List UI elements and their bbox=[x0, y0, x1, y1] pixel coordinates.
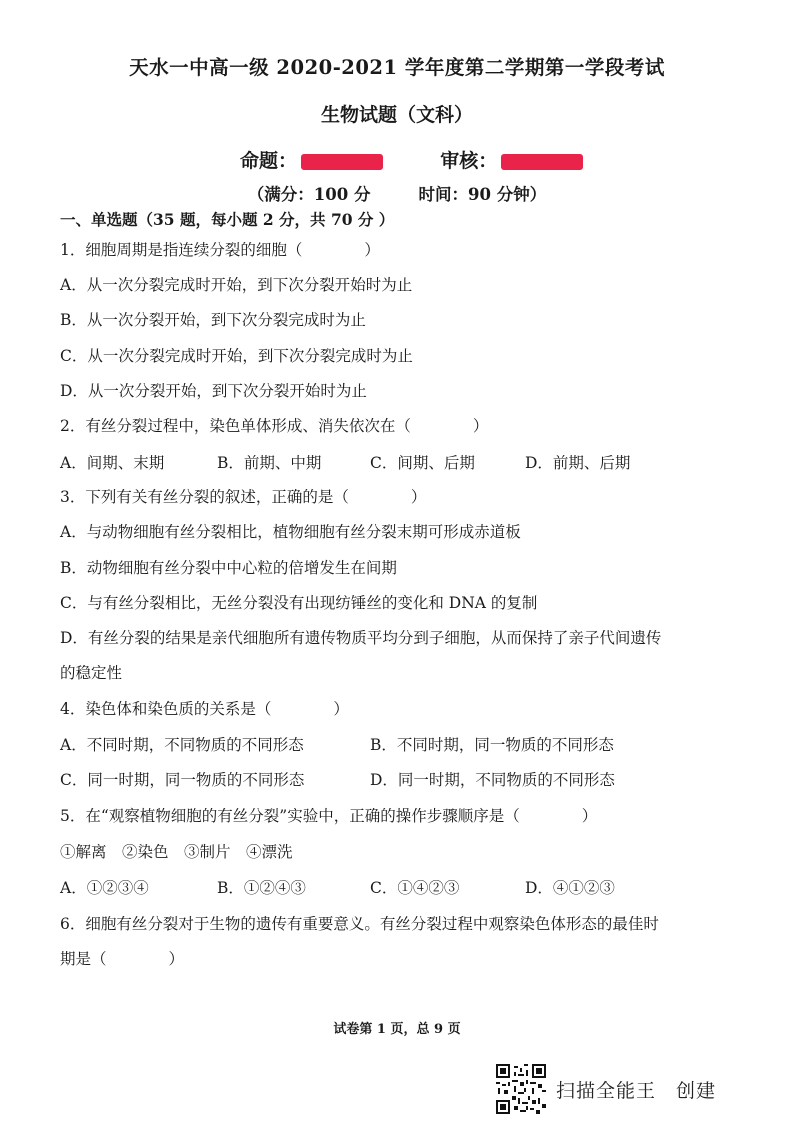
question-5-option-d: D．④①②③ bbox=[525, 879, 615, 897]
question-4-stem: 4．染色体和染色质的关系是（ ） bbox=[60, 700, 349, 718]
question-2-option-a: A．间期、末期 bbox=[60, 454, 165, 472]
qr-code-icon bbox=[496, 1064, 546, 1114]
full-score: （满分：100 分 bbox=[247, 185, 371, 204]
question-4-option-d: D．同一时期，不同物质的不同形态 bbox=[370, 771, 615, 789]
question-2-option-c: C．间期、后期 bbox=[370, 454, 475, 472]
exam-title: 天水一中高一级 2020-2021 学年度第二学期第一学段考试 bbox=[129, 56, 665, 79]
question-1-stem: 1．细胞周期是指连续分裂的细胞（ ） bbox=[60, 241, 380, 259]
question-2-stem: 2．有丝分裂过程中，染色单体形成、消失依次在（ ） bbox=[60, 417, 489, 435]
exam-time: 时间：90 分钟） bbox=[418, 185, 547, 204]
scanner-label: 扫描全能王 创建 bbox=[556, 1079, 717, 1102]
question-1-option-c: C．从一次分裂完成时开始，到下次分裂完成时为止 bbox=[60, 347, 413, 365]
reviewer-label: 审核： bbox=[440, 150, 498, 172]
page-footer: 试卷第 1 页，总 9 页 bbox=[333, 1022, 461, 1037]
question-1-option-a: A．从一次分裂完成时开始，到下次分裂开始时为止 bbox=[60, 276, 413, 294]
question-6-stem-continued: 期是（ ） bbox=[60, 950, 185, 968]
question-3-stem: 3．下列有关有丝分裂的叙述，正确的是（ ） bbox=[60, 488, 427, 506]
exam-subtitle: 生物试题（文科） bbox=[320, 104, 473, 126]
question-5-stem: 5．在“观察植物细胞的有丝分裂”实验中，正确的操作步骤顺序是（ ） bbox=[60, 807, 598, 825]
question-1-option-d: D．从一次分裂开始，到下次分裂开始时为止 bbox=[60, 382, 367, 400]
question-5-option-c: C．①④②③ bbox=[370, 879, 460, 897]
score-time-line bbox=[0, 181, 794, 205]
question-2-option-b: B．前期、中期 bbox=[217, 454, 322, 472]
question-3-option-b: B．动物细胞有丝分裂中中心粒的倍增发生在间期 bbox=[60, 559, 397, 577]
author-label: 命题： bbox=[240, 150, 298, 172]
question-4-option-c: C．同一时期，同一物质的不同形态 bbox=[60, 771, 305, 789]
question-6-stem: 6．细胞有丝分裂对于生物的遗传有重要意义。有丝分裂过程中观察染色体形态的最佳时 bbox=[60, 915, 659, 933]
question-4-option-b: B．不同时期，同一物质的不同形态 bbox=[370, 736, 614, 754]
question-3-option-d: D．有丝分裂的结果是亲代细胞所有遗传物质平均分到子细胞，从而保持了亲子代间遗传 bbox=[60, 629, 662, 647]
author-reviewer-line bbox=[240, 146, 583, 173]
question-3-option-d-continued: 的稳定性 bbox=[60, 664, 123, 682]
reviewer-redaction bbox=[501, 154, 583, 170]
question-5-steps: ①解离 ②染色 ③制片 ④漂洗 bbox=[60, 843, 293, 861]
question-2-option-d: D．前期、后期 bbox=[525, 454, 631, 472]
question-4-option-a: A．不同时期，不同物质的不同形态 bbox=[60, 736, 304, 754]
question-3-option-a: A．与动物细胞有丝分裂相比，植物细胞有丝分裂末期可形成赤道板 bbox=[60, 523, 521, 541]
question-1-option-b: B．从一次分裂开始，到下次分裂完成时为止 bbox=[60, 311, 366, 329]
question-3-option-c: C．与有丝分裂相比，无丝分裂没有出现纺锤丝的变化和 DNA 的复制 bbox=[60, 594, 538, 612]
scanner-watermark bbox=[496, 1064, 716, 1114]
section-title: 一、单选题（35 题，每小题 2 分，共 70 分 ） bbox=[60, 210, 395, 229]
question-5-option-b: B．①②④③ bbox=[217, 879, 306, 897]
author-redaction bbox=[301, 154, 383, 170]
question-5-option-a: A．①②③④ bbox=[60, 879, 149, 897]
